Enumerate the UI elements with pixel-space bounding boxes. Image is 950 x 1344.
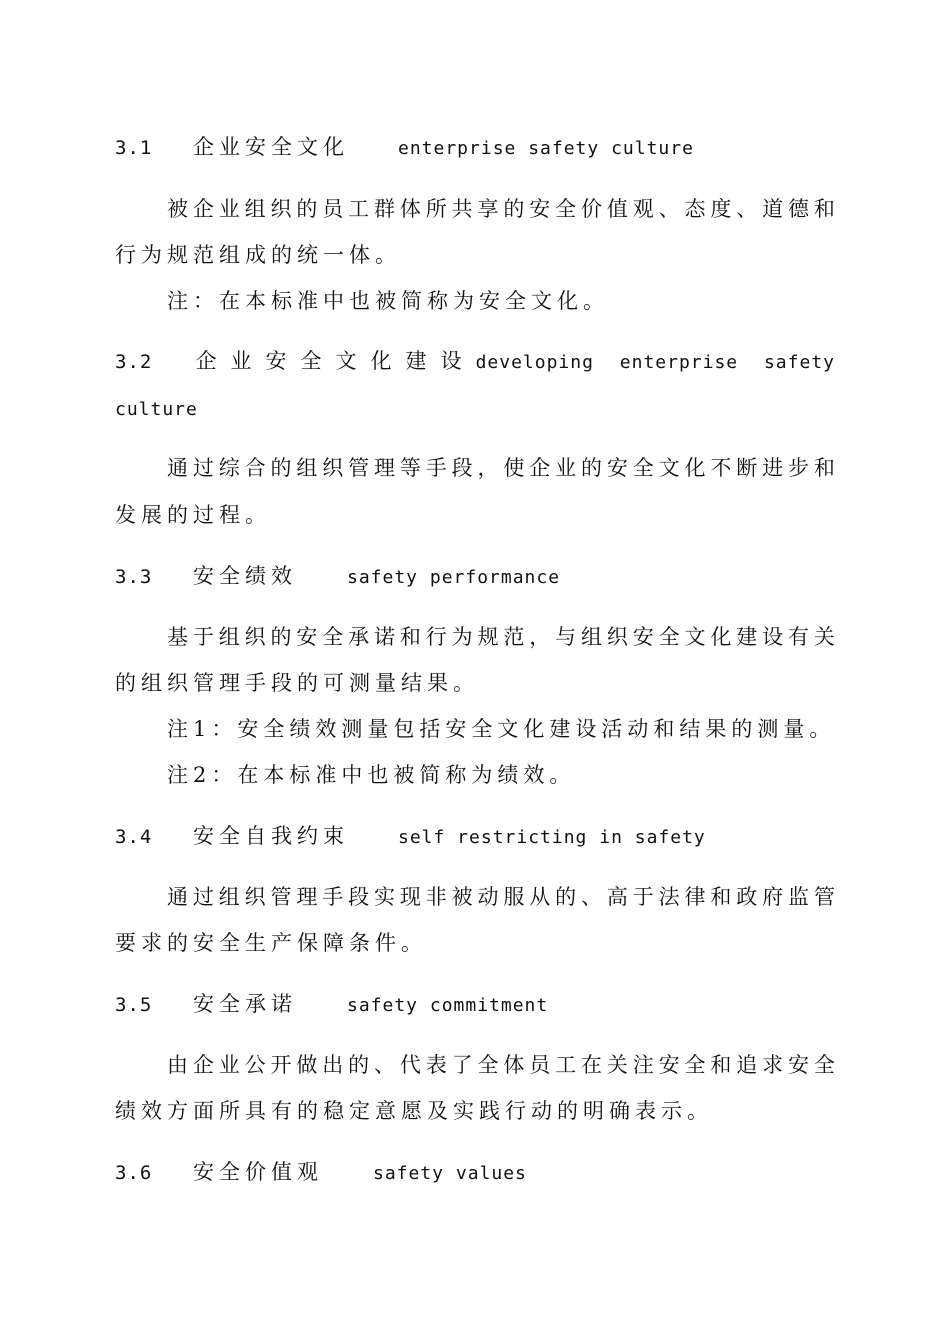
definition-line: 基 于 组 织 的 安 全 承 诺 和 行 为 规 范 ， 与 组 织 安 全 文 化 建 设 有 关 — [167, 625, 835, 649]
term-english-continuation — [115, 393, 835, 425]
definition-line: 通 过 组 织 管 理 手 段 实 现 非 被 动 服 从 的 、 高 于 法 律 和 政 府 监 管 — [167, 885, 835, 909]
definition-line: 由 企 业 公 开 做 出 的 、 代 表 了 全 体 员 工 在 关 注 安 全 和 追 求 安 全 — [167, 1053, 835, 1077]
term-english: safety commitment — [347, 995, 549, 1016]
term-number: 3.6 — [115, 1162, 153, 1184]
definition-line: 的组织管理手段的可测量结果。 — [115, 671, 479, 695]
term-chinese: 企业安全文化 — [193, 135, 349, 159]
definition-line: 被 企 业 组 织 的 员 工 群 体 所 共 享 的 安 全 价 值 观 、 态 度 、 道 德 和 — [167, 197, 835, 221]
definition-line: 行为规范组成的统一体。 — [115, 243, 401, 267]
note-line: 注：在本标准中也被简称为安全文化。 — [167, 289, 609, 313]
term-heading-3-5 — [115, 989, 835, 1021]
term-chinese: 企业安全文化建设 — [195, 349, 476, 373]
term-heading-3-4 — [115, 821, 835, 853]
term-english-cont: culture — [115, 399, 198, 420]
term-heading-3-3 — [115, 561, 835, 593]
note-line: 注1：安全绩效测量包括安全文化建设活动和结果的测量。 — [167, 717, 836, 741]
note-line: 注2：在本标准中也被简称为绩效。 — [167, 763, 576, 787]
term-chinese: 安全价值观 — [193, 1160, 323, 1184]
term-chinese: 安全承诺 — [193, 992, 297, 1016]
term-english: developing enterprise safety — [475, 352, 835, 373]
definition-line: 发展的过程。 — [115, 503, 271, 527]
term-chinese: 安全绩效 — [193, 564, 297, 588]
term-number: 3.1 — [115, 137, 153, 159]
term-heading-3-1 — [115, 132, 835, 164]
term-english: safety performance — [347, 567, 561, 588]
term-english: enterprise safety culture — [398, 138, 694, 159]
term-number: 3.4 — [115, 826, 153, 848]
term-number: 3.2 — [115, 351, 153, 373]
term-number: 3.3 — [115, 566, 153, 588]
definition-line: 要求的安全生产保障条件。 — [115, 931, 427, 955]
term-chinese: 安全自我约束 — [193, 824, 349, 848]
term-heading-3-6 — [115, 1157, 835, 1189]
term-heading-3-2 — [115, 346, 835, 378]
definition-line: 通 过 综 合 的 组 织 管 理 等 手 段 ， 使 企 业 的 安 全 文 化 不 断 进 步 和 — [167, 456, 835, 480]
term-english: safety values — [373, 1163, 527, 1184]
definition-line: 绩效方面所具有的稳定意愿及实践行动的明确表示。 — [115, 1099, 713, 1123]
term-english: self restricting in safety — [398, 827, 706, 848]
term-number: 3.5 — [115, 994, 153, 1016]
